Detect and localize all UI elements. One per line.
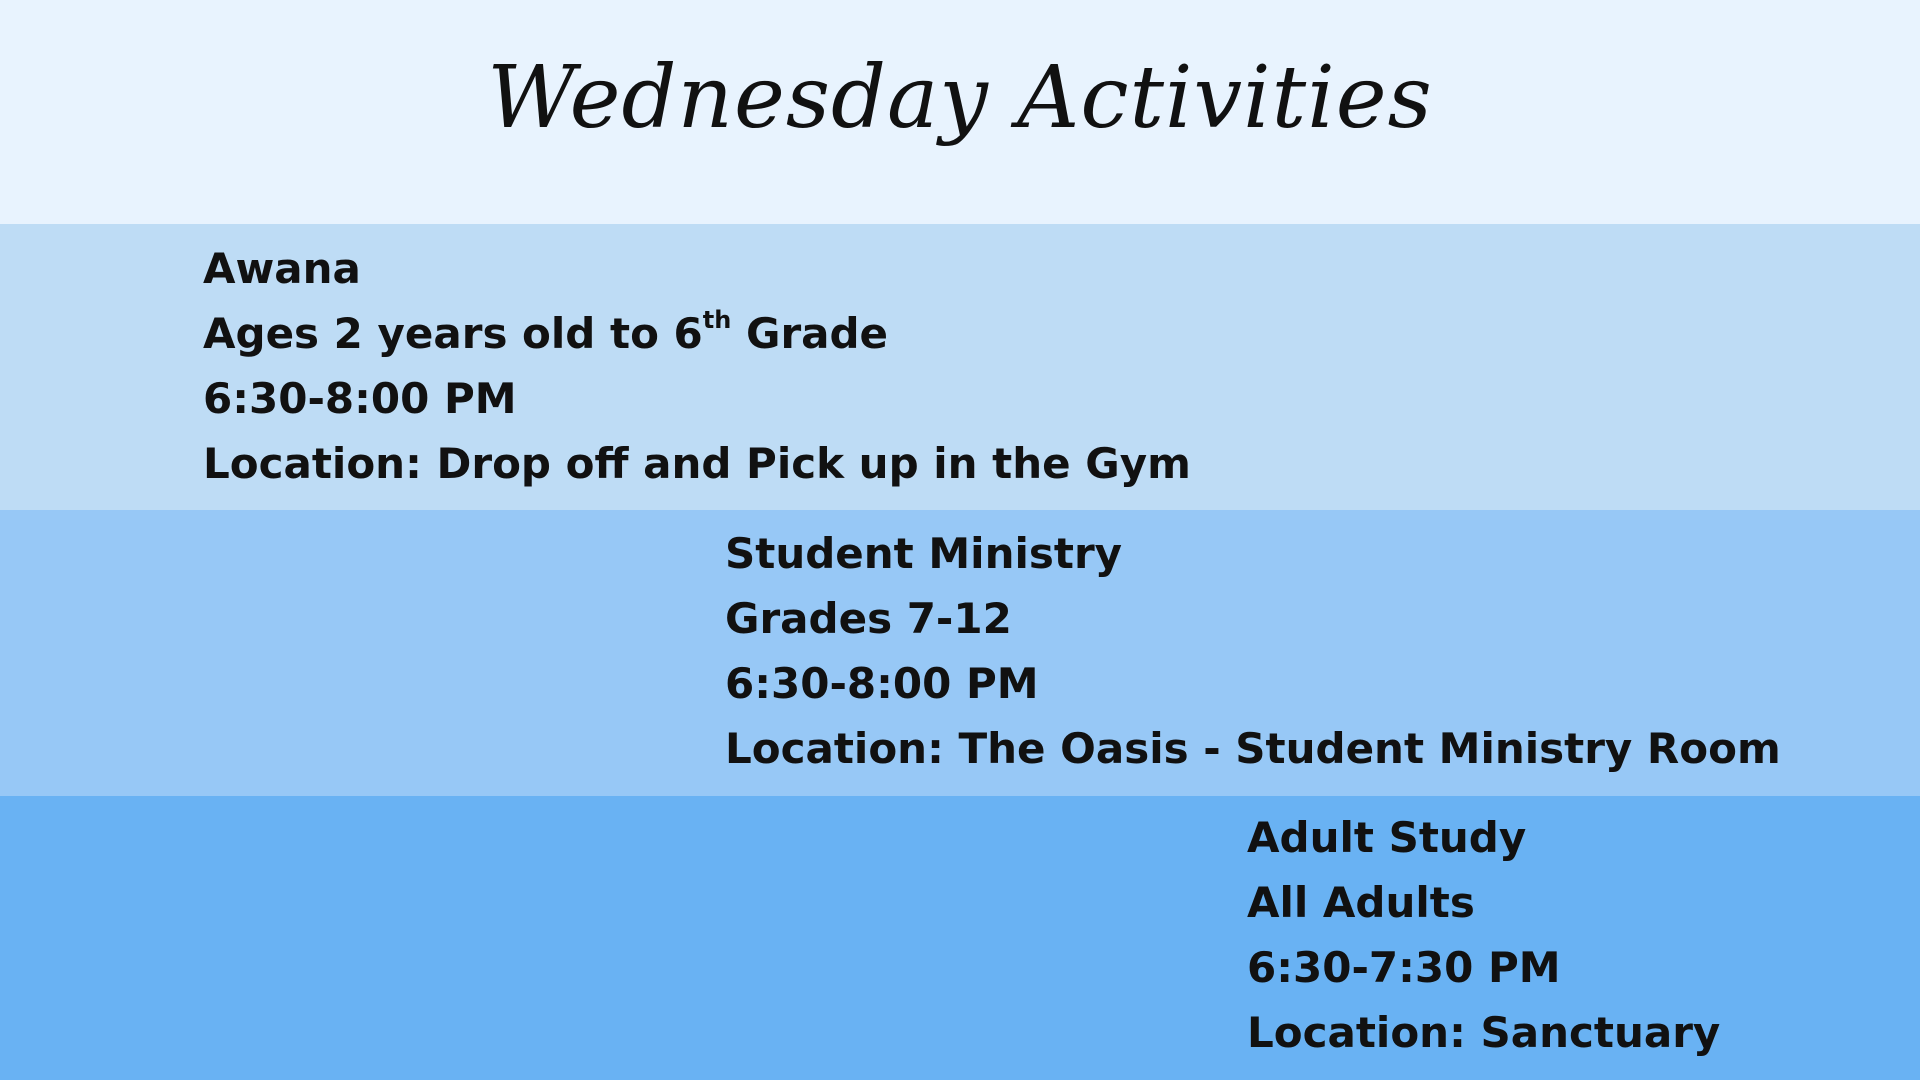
adult-study-info bbox=[1247, 805, 1720, 1065]
activity-ages: Grades 7-12 bbox=[725, 594, 1012, 643]
activity-name: Adult Study bbox=[1247, 813, 1527, 862]
activity-name: Student Ministry bbox=[725, 529, 1123, 578]
activity-ages: All Adults bbox=[1247, 878, 1475, 927]
activity-time: 6:30-8:00 PM bbox=[725, 659, 1039, 708]
ordinal-suffix: th bbox=[702, 306, 732, 334]
ages-prefix: Ages 2 years old to 6 bbox=[203, 309, 703, 358]
activity-location: Location: Sanctuary bbox=[1247, 1008, 1721, 1057]
student-ministry-info bbox=[725, 521, 1781, 781]
activity-ages bbox=[203, 301, 1191, 366]
ages-suffix: Grade bbox=[731, 309, 889, 358]
activity-location: Location: Drop off and Pick up in the Gym bbox=[203, 439, 1191, 488]
page-title: Wednesday Activities bbox=[487, 48, 1433, 148]
activity-time: 6:30-7:30 PM bbox=[1247, 943, 1561, 992]
awana-info bbox=[203, 236, 1191, 496]
activity-name: Awana bbox=[203, 244, 361, 293]
activity-location: Location: The Oasis - Student Ministry Room bbox=[725, 724, 1781, 773]
activity-time: 6:30-8:00 PM bbox=[203, 374, 517, 423]
